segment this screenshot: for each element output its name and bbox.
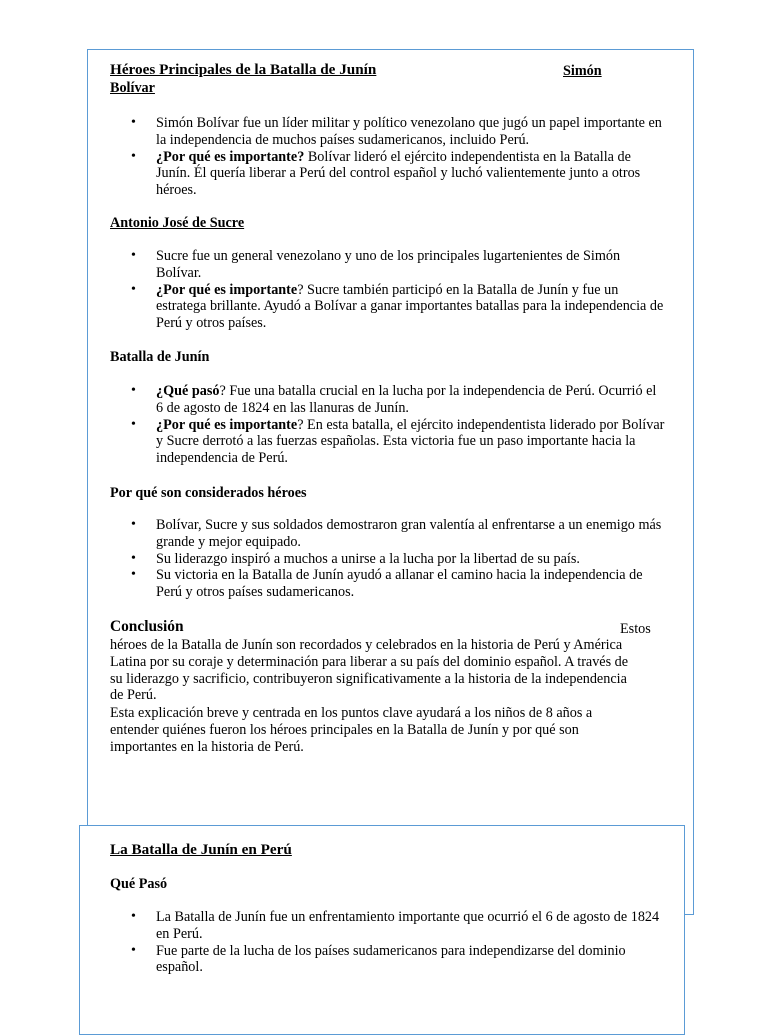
list-item: • ¿Por qué es importante? En esta batalla, el ejército independentista liderado por Bolívar y Sucre derrotó a las fuerzas españolas. Esta victoria fue un paso importante hacia la independencia de Perú. xyxy=(156,417,666,467)
hero2-bullet-list xyxy=(156,248,666,332)
list-item: • Sucre fue un general venezolano y uno de los principales lugartenientes de Simón Bolívar. xyxy=(156,248,666,282)
list-item: • Su liderazgo inspiró a muchos a unirse a la lucha por la libertad de su país. xyxy=(156,551,666,568)
heroes-reason-title: Por qué son considerados héroes xyxy=(110,485,307,501)
closing-paragraph: Esta explicación breve y centrada en los puntos clave ayudará a los niños de 8 años a entender quiénes fueron los héroes principales en la Batalla de Junín y por qué son importantes en la historia de Perú. xyxy=(110,705,593,755)
hero1-bullet-list xyxy=(156,115,666,199)
list-item: • Su victoria en la Batalla de Junín ayudó a allanar el camino hacia la independencia de Perú y otros países sudamericanos. xyxy=(156,567,666,601)
list-item: • La Batalla de Junín fue un enfrentamiento importante que ocurrió el 6 de agosto de 1824 en Perú. xyxy=(156,909,666,943)
battle-title: Batalla de Junín xyxy=(110,349,210,365)
conclusion-paragraph: héroes de la Batalla de Junín son recordados y celebrados en la historia de Perú y América Latina por su coraje y determinación para liberar a su país del dominio español. A través de su liderazgo y sacrificio, contribuyeron significativamente a la historia de la independencia de Perú. xyxy=(110,637,629,704)
hero1-title-last-name: Bolívar xyxy=(110,80,155,96)
main-title: Héroes Principales de la Batalla de Junín xyxy=(110,61,377,78)
hero1-title-first-name: Simón xyxy=(563,63,602,79)
conclusion-first-word: Estos xyxy=(620,621,651,637)
page2-section-title: Qué Pasó xyxy=(110,876,168,892)
list-item: • Bolívar, Sucre y sus soldados demostraron gran valentía al enfrentarse a un enemigo más grande y mejor equipado. xyxy=(156,517,666,551)
list-item: • Simón Bolívar fue un líder militar y político venezolano que jugó un papel importante en la independencia de muchos países sudamericanos, incluido Perú. xyxy=(156,115,666,149)
heroes-reason-bullet-list xyxy=(156,517,666,601)
page2-title: La Batalla de Junín en Perú xyxy=(110,841,292,858)
page2-bullet-list xyxy=(156,909,666,976)
list-item: • ¿Qué pasó? Fue una batalla crucial en la lucha por la independencia de Perú. Ocurrió el 6 de agosto de 1824 en las llanuras de Junín. xyxy=(156,383,666,417)
list-item: • ¿Por qué es importante? Bolívar lideró el ejército independentista en la Batalla de Junín. Él quería liberar a Perú del control español y luchó valientemente junto a otros héroes. xyxy=(156,149,666,199)
conclusion-title: Conclusión xyxy=(110,618,184,635)
hero2-title: Antonio José de Sucre xyxy=(110,215,245,231)
battle-bullet-list xyxy=(156,383,666,467)
list-item: • ¿Por qué es importante? Sucre también participó en la Batalla de Junín y fue un estratega brillante. Ayudó a Bolívar a ganar importantes batallas para la independencia de Perú y otros países. xyxy=(156,282,666,332)
list-item: • Fue parte de la lucha de los países sudamericanos para independizarse del dominio español. xyxy=(156,943,666,977)
